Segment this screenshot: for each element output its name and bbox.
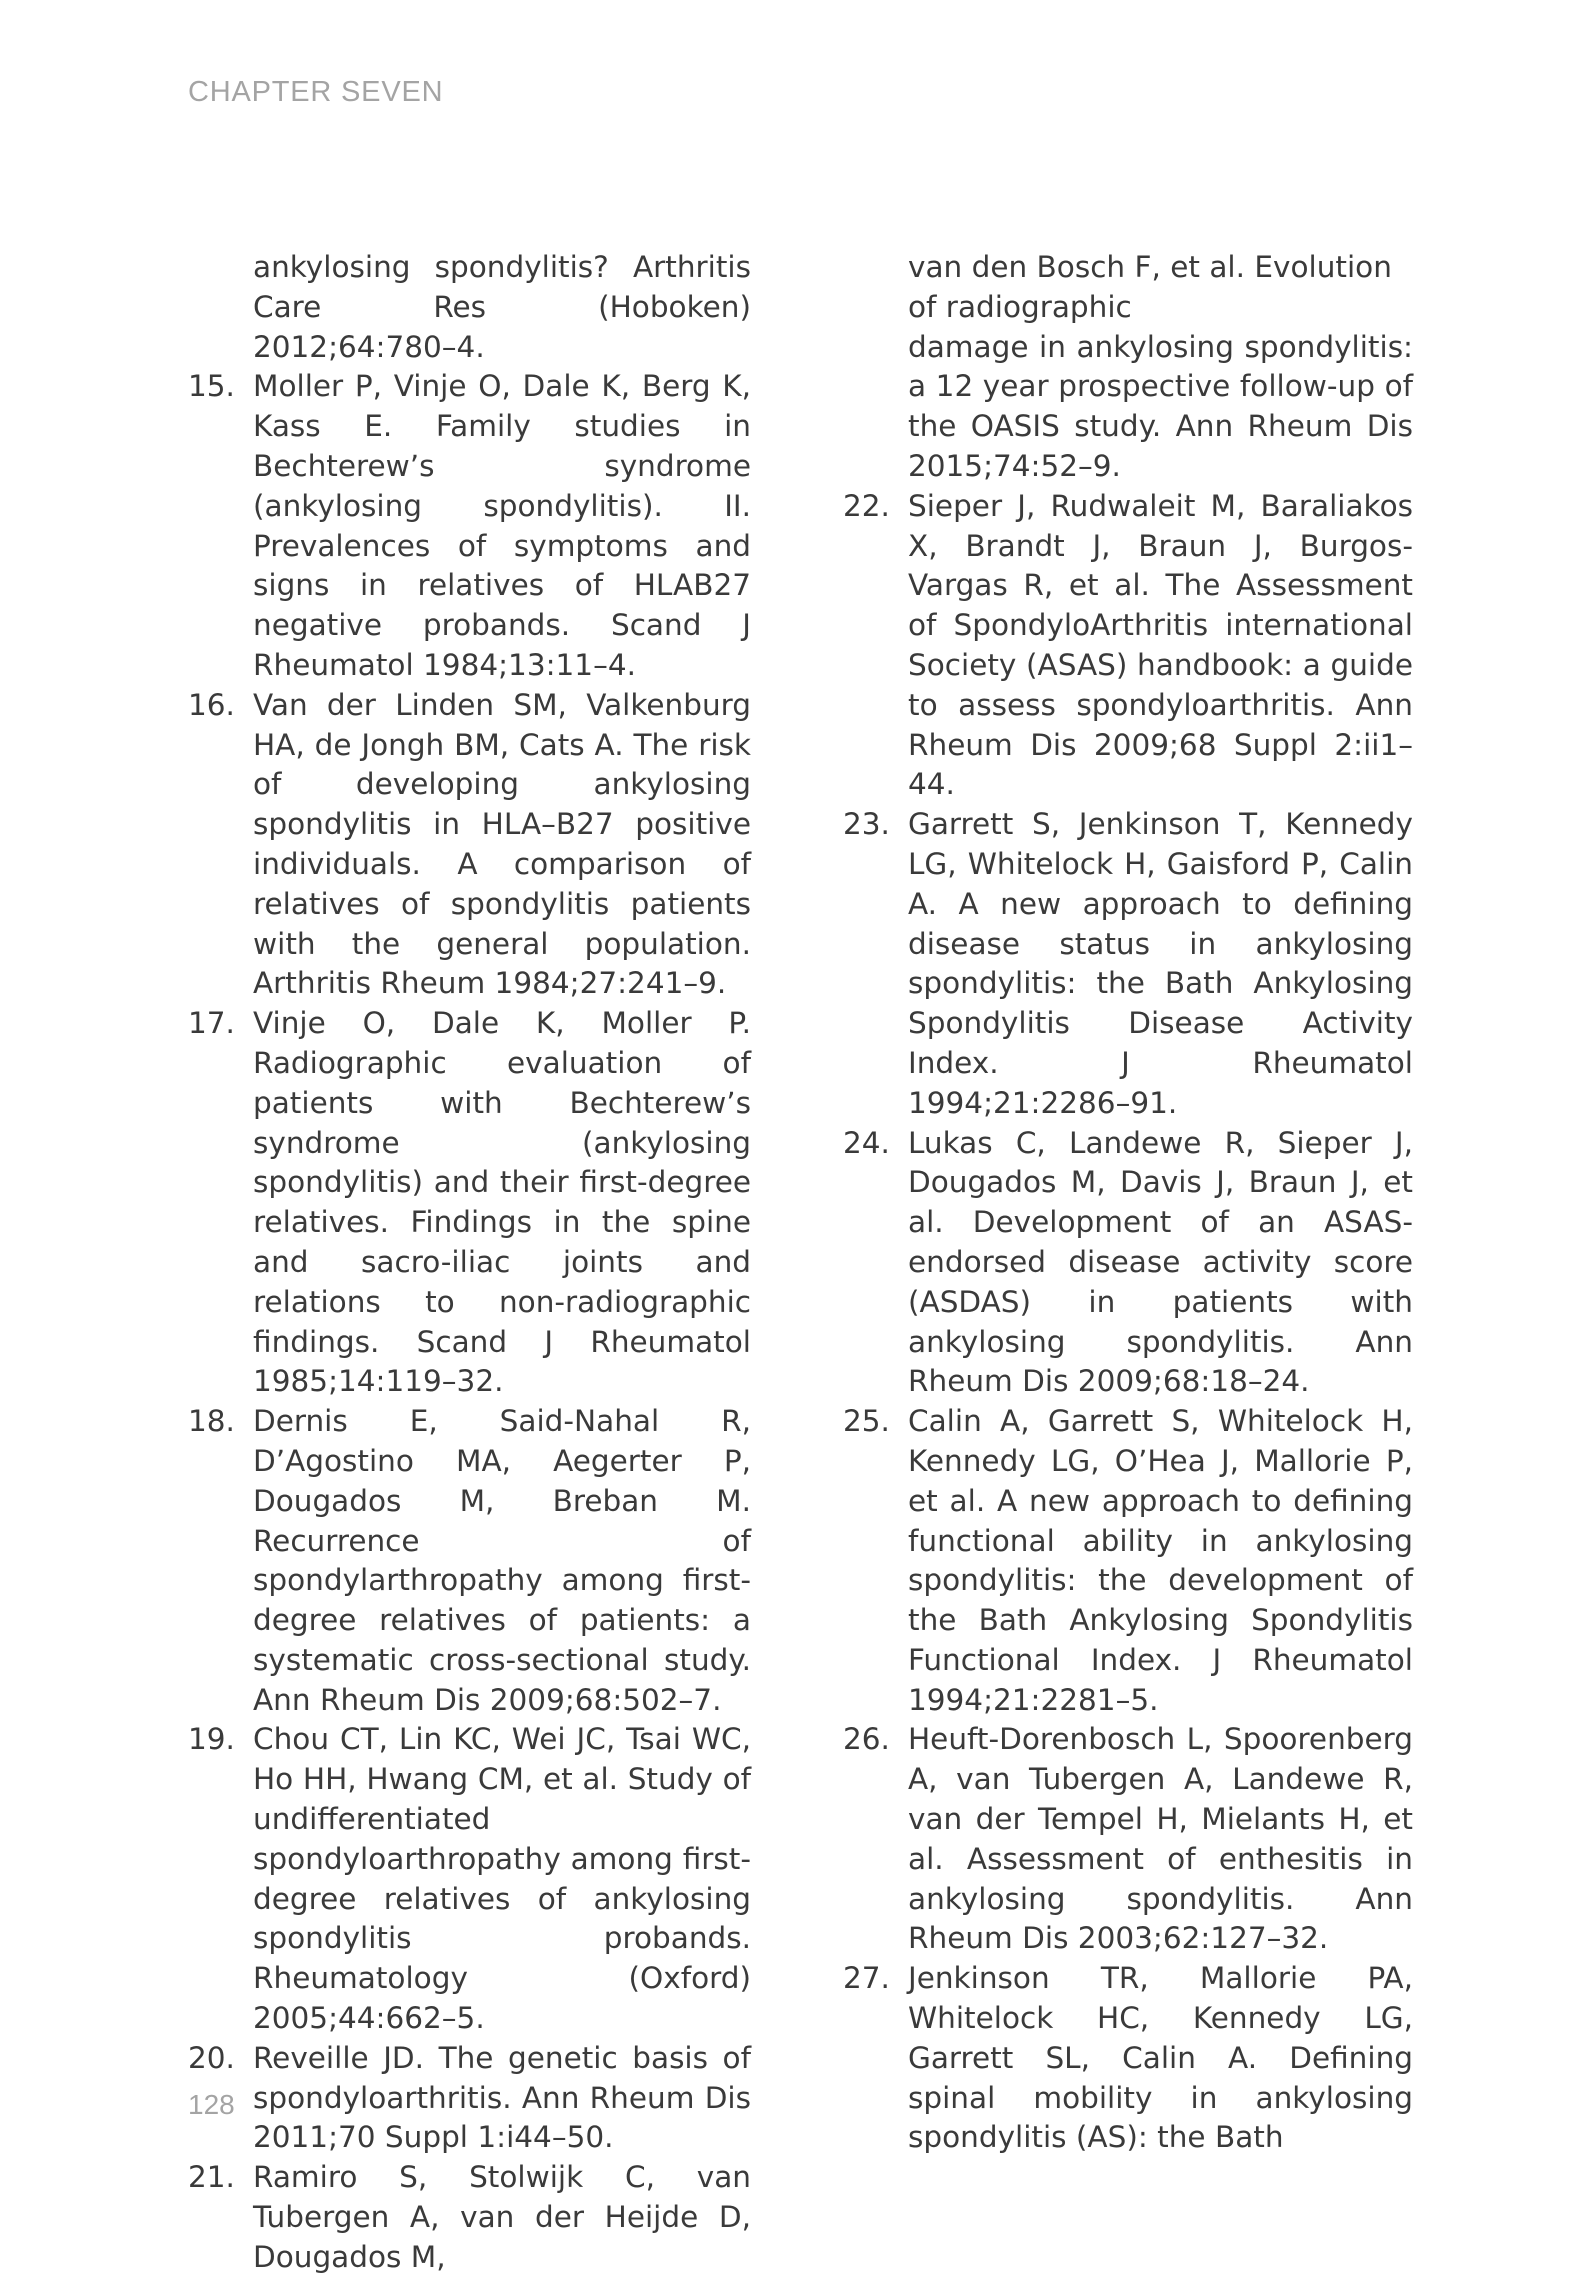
reference-number: 21.: [188, 2160, 235, 2195]
reference-column-left: [188, 248, 751, 2278]
reference-item: [188, 367, 751, 685]
reference-item: [843, 805, 1413, 1123]
reference-text: Sieper J, Rudwaleit M, Baraliakos X, Brandt J, Braun J, Burgos-Vargas R, et al. The Assessment of SpondyloArthritis international Society (ASAS) handbook: a guide to assess spondyloarthritis. Ann Rheum Dis 2009;68 Suppl 2:ii1–44.: [908, 488, 1413, 802]
reference-number: 27.: [843, 1961, 890, 1996]
reference-item: [843, 1124, 1413, 1403]
reference-column-right: [843, 248, 1413, 2158]
reference-number: 25.: [843, 1404, 890, 1439]
reference-item: [843, 1720, 1413, 1959]
reference-item: [843, 1959, 1413, 2158]
reference-text: Calin A, Garrett S, Whitelock H, Kennedy LG, O’Hea J, Mallorie P, et al. A new approach to defining functional ability in ankylosing spondylitis: the development of the Bath Ankylosing Spondylitis Functional Index. J Rheumatol 1994;21:2281–5.: [908, 1404, 1413, 1717]
reference-text: Jenkinson TR, Mallorie PA, Whitelock HC, Kennedy LG, Garrett SL, Calin A. Defining spinal mobility in ankylosing spondylitis (AS): the Bath: [908, 1961, 1413, 2155]
reference-item: [188, 2158, 751, 2277]
reference-text: Ramiro S, Stolwijk C, van Tubergen A, van der Heijde D, Dougados M,: [253, 2160, 751, 2274]
reference-item: [188, 1720, 751, 2038]
reference-continuation: [843, 248, 1413, 487]
reference-text: Van der Linden SM, Valkenburg HA, de Jongh BM, Cats A. The risk of developing ankylosing spondylitis in HLA–B27 positive individuals. A comparison of relatives of spondylitis patients with the general population. Arthritis Rheum 1984;27:241–9.: [253, 687, 751, 1001]
reference-text: Chou CT, Lin KC, Wei JC, Tsai WC, Ho HH, Hwang CM, et al. Study of undifferentiated spondyloarthropathy among first-degree relatives of ankylosing spondylitis probands. Rheumatology (Oxford) 2005;44:662–5.: [253, 1722, 751, 2036]
reference-continuation-line: van den Bosch F, et al. Evolution of radiographic: [908, 250, 1392, 324]
reference-text: Dernis E, Said-Nahal R, D’Agostino MA, Aegerter P, Dougados M, Breban M. Recurrence of spondylarthropathy among first-degree relatives of patients: a systematic cross-sectional study. Ann Rheum Dis 2009;68:502–7.: [253, 1404, 751, 1717]
reference-number: 20.: [188, 2040, 235, 2075]
reference-text: Moller P, Vinje O, Dale K, Berg K, Kass E. Family studies in Bechterew’s syndrome (ankylosing spondylitis). II. Prevalences of symptoms and signs in relatives of HLAB27 negative probands. Scand J Rheumatol 1984;13:11–4.: [253, 369, 751, 682]
reference-number: 26.: [843, 1722, 890, 1757]
reference-item: [188, 1402, 751, 1720]
reference-continuation: ankylosing spondylitis? Arthritis Care Res (Hoboken) 2012;64:780–4.: [253, 250, 751, 364]
reference-number: 15.: [188, 369, 235, 404]
reference-item: [188, 686, 751, 1004]
reference-number: 17.: [188, 1006, 235, 1041]
reference-item: [843, 1402, 1413, 1720]
reference-text: Vinje O, Dale K, Moller P. Radiographic evaluation of patients with Bechterew’s syndrome (ankylosing spondylitis) and their first-degree relatives. Findings in the spine and sacro-iliac joints and relations to non-radiographic findings. Scand J Rheumatol 1985;14:119–32.: [253, 1006, 751, 1399]
reference-item: [843, 487, 1413, 805]
reference-number: 23.: [843, 807, 890, 842]
reference-number: 16.: [188, 687, 235, 722]
reference-number: 19.: [188, 1722, 235, 1757]
reference-number: 18.: [188, 1404, 235, 1439]
reference-number: 24.: [843, 1125, 890, 1160]
reference-item: [188, 1004, 751, 1402]
reference-item: [188, 2039, 751, 2158]
reference-text: Garrett S, Jenkinson T, Kennedy LG, Whitelock H, Gaisford P, Calin A. A new approach to defining disease status in ankylosing spondylitis: the Bath Ankylosing Spondylitis Disease Activity Index. J Rheumatol 1994;21:2286–91.: [908, 807, 1413, 1120]
page-number: 128: [188, 2089, 235, 2120]
reference-text: Heuft-Dorenbosch L, Spoorenberg A, van Tubergen A, Landewe R, van der Tempel H, Mielants H, et al. Assessment of enthesitis in ankylosing spondylitis. Ann Rheum Dis 2003;62:127–32.: [908, 1722, 1413, 1956]
reference-continuation-line: damage in ankylosing spondylitis: a 12 year prospective follow-up of the OASIS study. Ann Rheum Dis 2015;74:52–9.: [908, 329, 1413, 483]
running-head: CHAPTER SEVEN: [188, 76, 444, 108]
reference-number: 22.: [843, 488, 890, 523]
reference-text: Lukas C, Landewe R, Sieper J, Dougados M, Davis J, Braun J, et al. Development of an ASAS-endorsed disease activity score (ASDAS) in patients with ankylosing spondylitis. Ann Rheum Dis 2009;68:18–24.: [908, 1125, 1413, 1399]
reference-text: Reveille JD. The genetic basis of spondyloarthritis. Ann Rheum Dis 2011;70 Suppl 1:i44–50.: [253, 2040, 751, 2155]
